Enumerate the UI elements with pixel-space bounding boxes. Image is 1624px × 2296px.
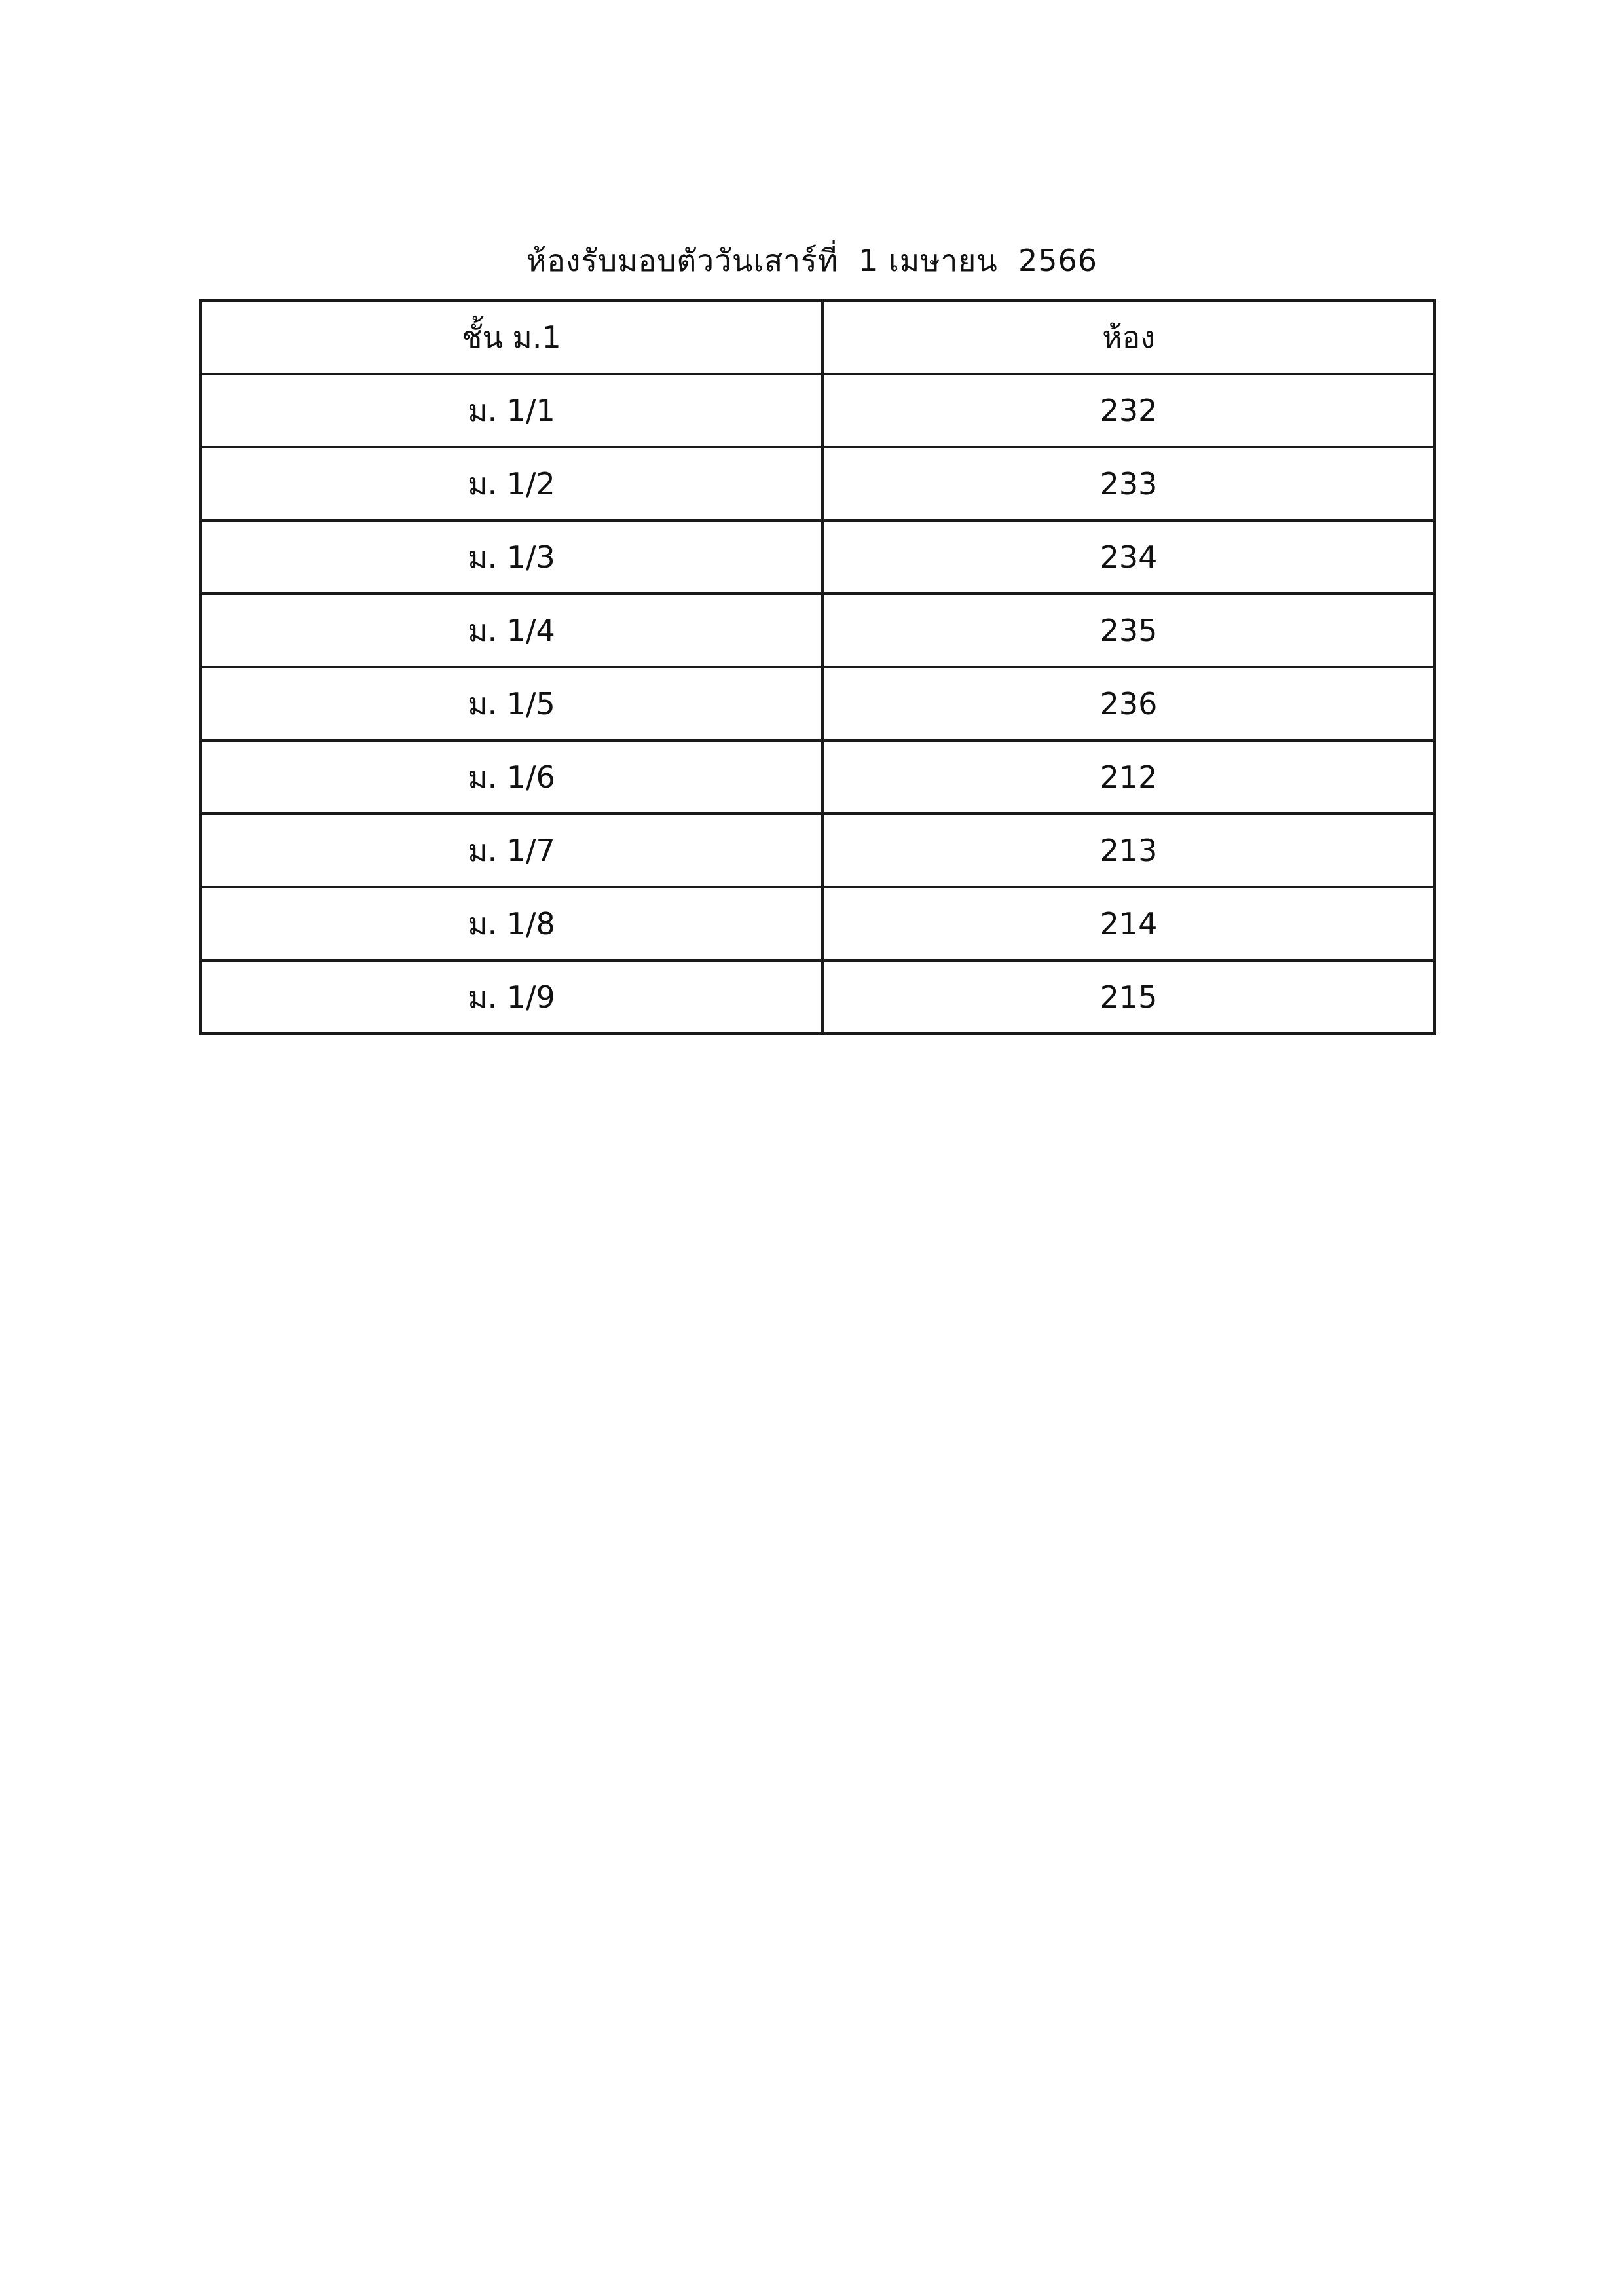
class-cell: ม. 1/8 [200,887,822,960]
class-cell: ม. 1/1 [200,374,822,447]
room-cell: 212 [822,740,1435,814]
class-cell: ม. 1/9 [200,960,822,1034]
class-cell: ม. 1/7 [200,814,822,887]
table-row [200,594,1435,667]
table-row [200,740,1435,814]
table-row [200,447,1435,520]
class-cell: ม. 1/5 [200,667,822,740]
table-row [200,520,1435,594]
room-cell: 236 [822,667,1435,740]
room-cell: 215 [822,960,1435,1034]
table-header-row [200,301,1435,374]
room-cell: 213 [822,814,1435,887]
room-cell: 214 [822,887,1435,960]
room-cell: 232 [822,374,1435,447]
room-cell: 235 [822,594,1435,667]
page-title: ห้องรับมอบตัววันเสาร์ที่ 1 เมษายน 2566 [526,243,1098,278]
column-header-class: ชั้น ม.1 [200,301,822,374]
table-row [200,374,1435,447]
room-cell: 234 [822,520,1435,594]
class-cell: ม. 1/2 [200,447,822,520]
room-assignment-table [199,299,1436,1035]
table-row [200,667,1435,740]
class-cell: ม. 1/4 [200,594,822,667]
table-row [200,814,1435,887]
table-row [200,960,1435,1034]
class-cell: ม. 1/3 [200,520,822,594]
table-row [200,887,1435,960]
room-cell: 233 [822,447,1435,520]
column-header-room: ห้อง [822,301,1435,374]
class-cell: ม. 1/6 [200,740,822,814]
